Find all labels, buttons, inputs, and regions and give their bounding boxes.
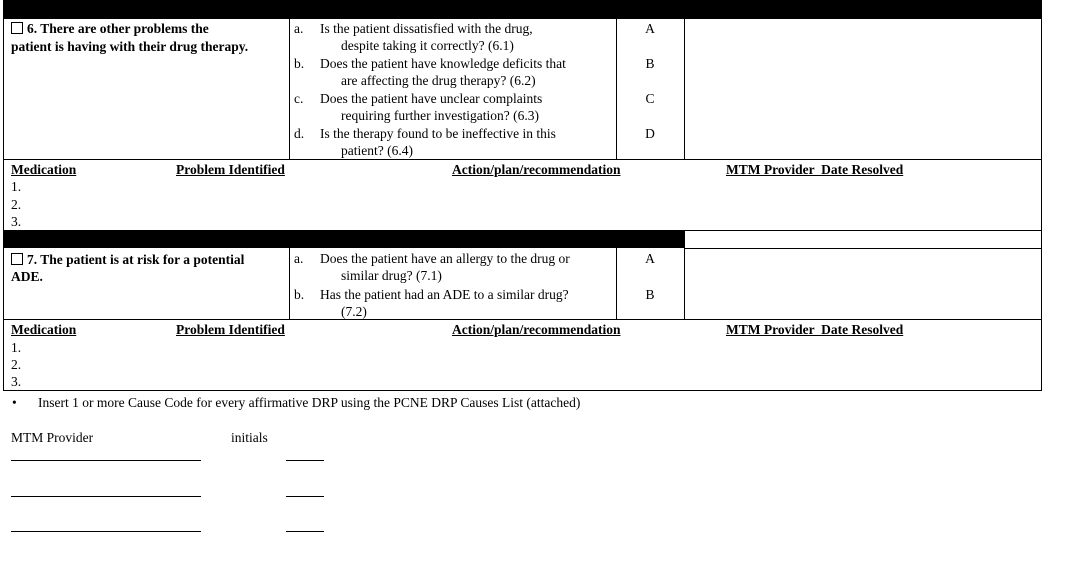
question-6b: b. Does the patient have knowledge deficits that are affecting the drug therapy? (6.2) <box>294 56 566 88</box>
cause-code-6a: A <box>645 21 655 36</box>
problem-identified-header: Problem Identified <box>176 322 285 337</box>
problem-7-title-line2: ADE. <box>11 269 43 284</box>
table-divider <box>684 19 685 159</box>
mtm-provider-label: MTM Provider <box>11 430 94 445</box>
provider-signature-line[interactable] <box>11 460 201 461</box>
cause-code-7b: B <box>645 287 655 302</box>
section-header-bar <box>3 0 1042 19</box>
row-number: 3. <box>11 214 22 229</box>
question-6c: c. Does the patient have unclear complaints requiring further investigation? (6.3) <box>294 91 543 123</box>
initials-line[interactable] <box>286 496 324 497</box>
table-rule <box>684 248 1042 249</box>
problem-7-title: 7. The patient is at risk for a potential <box>11 251 244 269</box>
cause-code-6d: D <box>645 126 655 141</box>
row-number: 1. <box>11 340 22 355</box>
cause-code-6c: C <box>645 91 655 106</box>
problem-7-checkbox[interactable] <box>11 253 23 265</box>
problem-6-checkbox[interactable] <box>11 22 23 34</box>
row-number: 2. <box>11 357 22 372</box>
question-6d: d. Is the therapy found to be ineffective in this patient? (6.4) <box>294 126 556 158</box>
table-divider <box>684 230 685 248</box>
question-7b: b. Has the patient had an ADE to a similar drug? (7.2) <box>294 287 569 319</box>
provider-signature-line[interactable] <box>11 531 201 532</box>
provider-date-header: MTM Provider Date Resolved <box>726 162 904 177</box>
medication-header: Medication <box>11 322 77 337</box>
action-plan-header: Action/plan/recommendation <box>452 322 621 337</box>
table-border <box>3 19 4 390</box>
table-divider <box>616 248 617 319</box>
table-divider <box>289 19 290 159</box>
problem-6-title-line2: patient is having with their drug therapy. <box>11 39 249 54</box>
section-header-bar <box>3 230 684 248</box>
table-rule <box>3 159 1042 160</box>
table-divider <box>616 19 617 159</box>
cause-code-6b: B <box>645 56 655 71</box>
problem-6-title: 6. There are other problems the <box>11 20 209 38</box>
initials-line[interactable] <box>286 460 324 461</box>
table-divider <box>684 248 685 319</box>
footnote-text: Insert 1 or more Cause Code for every affirmative DRP using the PCNE DRP Causes List (attached) <box>38 395 581 410</box>
row-number: 2. <box>11 197 22 212</box>
cause-code-7a: A <box>645 251 655 266</box>
table-rule <box>3 390 1042 391</box>
problem-identified-header: Problem Identified <box>176 162 285 177</box>
initials-line[interactable] <box>286 531 324 532</box>
footnote-bullet: • <box>12 395 17 410</box>
provider-date-header: MTM Provider Date Resolved <box>726 322 904 337</box>
question-7a: a. Does the patient have an allergy to the drug or similar drug? (7.1) <box>294 251 570 283</box>
provider-signature-line[interactable] <box>11 496 201 497</box>
row-number: 1. <box>11 179 22 194</box>
action-plan-header: Action/plan/recommendation <box>452 162 621 177</box>
table-border <box>1041 19 1042 390</box>
question-6a: a. Is the patient dissatisfied with the drug, despite taking it correctly? (6.1) <box>294 21 533 53</box>
table-divider <box>289 248 290 319</box>
row-number: 3. <box>11 374 22 389</box>
medication-header: Medication <box>11 162 77 177</box>
initials-label: initials <box>231 430 268 445</box>
